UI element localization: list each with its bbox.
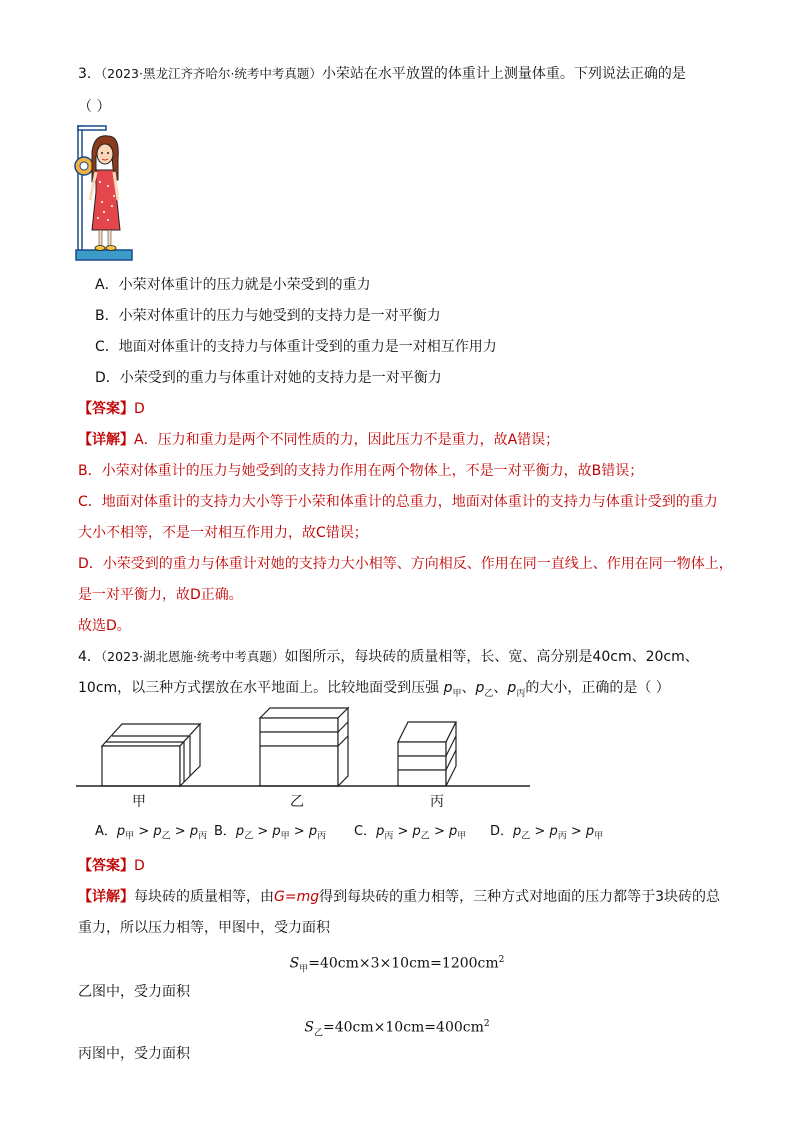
label-yi: 乙 [290, 794, 304, 810]
q3-answer-value: D [134, 401, 145, 417]
eq1-rhs: =40cm×3×10cm=1200cm [308, 955, 499, 972]
d-gt1: > [530, 824, 550, 839]
q3-answer-paren: （ ） [78, 99, 111, 115]
p-yi-sub: 乙 [484, 688, 494, 699]
label-jia: 甲 [132, 794, 146, 810]
b-p2: p [272, 824, 281, 839]
d-p2-sub: 丙 [557, 831, 567, 842]
q3-number: 3． [78, 66, 101, 82]
q4-stem-line2 [78, 678, 670, 704]
a-p3-sub: 丙 [198, 831, 208, 842]
q4-bing-area: 丙图中，受力面积 [78, 1046, 190, 1062]
opt-d-label: D． [490, 824, 514, 839]
q3-option-b: B．小荣对体重计的压力与她受到的支持力是一对平衡力 [95, 308, 441, 324]
p-bing: p [507, 680, 517, 696]
q4-detail1b: 得到每块砖的重力相等，三种方式对地面的压力都等于3块砖的总 [319, 889, 721, 905]
q3-detail-label: 【详解】 [78, 432, 134, 448]
eq1-sub: 甲 [299, 964, 309, 975]
b-p1-sub: 乙 [244, 831, 254, 842]
p-jia-sub: 甲 [452, 688, 462, 699]
b-p3-sub: 丙 [317, 831, 327, 842]
opt-a-label: A． [95, 824, 117, 839]
q4-stem1: 如图所示，每块砖的质量相等，长、宽、高分别是40cm、20cm、 [284, 649, 699, 665]
d-p2: p [549, 824, 558, 839]
eq2-rhs: =40cm×10cm=400cm [322, 1019, 484, 1036]
d-gt2: > [566, 824, 586, 839]
q4-detail1a: 每块砖的质量相等，由 [134, 889, 274, 905]
c-p2: p [412, 824, 421, 839]
q3-detail-b: B．小荣对体重计的压力与她受到的支持力作用在两个物体上，不是一对平衡力，故B错误； [78, 463, 644, 479]
eq2-sup: 2 [483, 1019, 490, 1029]
q3-answer-label: 【答案】 [78, 401, 134, 417]
q3-answer [78, 399, 145, 419]
d-p1-sub: 乙 [521, 831, 531, 842]
c-p1: p [376, 824, 385, 839]
b-p3: p [308, 824, 318, 839]
d-p3: p [585, 824, 595, 839]
p-jia: p [443, 680, 453, 696]
c-p1-sub: 丙 [384, 831, 394, 842]
a-p1: p [116, 824, 126, 839]
q4-detail-label: 【详解】 [78, 889, 134, 905]
q4-answer-value: D [134, 858, 145, 874]
q3-detail-d1: D．小荣受到的重力与体重计对她的支持力大小相等、方向相反、作用在同一直线上、作用在同一物体上， [78, 556, 733, 572]
q3-detail-c1: C．地面对体重计的支持力大小等于小荣和体重计的总重力，地面对体重计的支持力与体重计受到的重力 [78, 494, 718, 510]
d-p1: p [513, 824, 522, 839]
c-gt2: > [429, 824, 449, 839]
opt-b-label: B． [214, 824, 236, 839]
q4-number: 4． [78, 649, 101, 665]
q4-formula: G=mg [274, 889, 320, 905]
q4-answer-label: 【答案】 [78, 858, 134, 874]
q3-detail-a [78, 430, 559, 450]
q4-source: （2023·湖北恩施·统考中考真题） [100, 649, 285, 664]
a-p1-sub: 甲 [125, 831, 135, 842]
q3-detail-a-text: A．压力和重力是两个不同性质的力，因此压力不是重力，故A错误； [134, 432, 560, 448]
c-gt1: > [393, 824, 413, 839]
p-bing-sub: 丙 [516, 688, 526, 699]
a-p2: p [153, 824, 162, 839]
eq1-sup: 2 [498, 955, 505, 965]
b-p1: p [235, 824, 245, 839]
q3-stem: 小荣站在水平放置的体重计上测量体重。下列说法正确的是 [321, 66, 686, 82]
q4-detail-line2: 重力，所以压力相等，甲图中，受力面积 [78, 920, 330, 936]
q3-detail-c2: 大小不相等，不是一对相互作用力，故C错误； [78, 525, 368, 541]
q4-option-b [214, 820, 326, 842]
eq2-S: S [304, 1019, 314, 1036]
sep2: 、 [493, 680, 508, 696]
q4-yi-area: 乙图中，受力面积 [78, 984, 190, 1000]
q3-option-d: D．小荣受到的重力与体重计对她的支持力是一对平衡力 [95, 370, 442, 386]
q3-stem-line [78, 64, 686, 84]
q4-equation-yi [0, 1014, 794, 1043]
eq1-S: S [289, 955, 300, 972]
label-bing: 丙 [430, 794, 444, 810]
sep1: 、 [461, 680, 476, 696]
p-yi: p [475, 680, 485, 696]
q4-detail-line1 [78, 887, 720, 907]
c-p3-sub: 甲 [457, 831, 467, 842]
q4-stem-line1 [78, 647, 699, 667]
opt-c-label: C． [354, 824, 377, 839]
a-p2-sub: 乙 [161, 831, 171, 842]
a-p3: p [189, 824, 199, 839]
eq2-sub: 乙 [313, 1028, 323, 1039]
q4-option-c [354, 820, 466, 842]
q3-option-a: A．小荣对体重计的压力就是小荣受到的重力 [95, 277, 371, 293]
q3-conclusion: 故选D。 [78, 618, 131, 634]
q3-figure-scale [74, 122, 134, 264]
a-gt1: > [134, 824, 154, 839]
q4-stem2b: 的大小，正确的是（ ） [525, 680, 670, 696]
a-gt2: > [170, 824, 190, 839]
q3-detail-d2: 是一对平衡力，故D正确。 [78, 587, 243, 603]
q4-stem2a: 10cm，以三种方式摆放在水平地面上。比较地面受到压强 [78, 680, 440, 696]
q4-equation-jia [0, 950, 794, 979]
q3-option-c: C．地面对体重计的支持力与体重计受到的重力是一对相互作用力 [95, 339, 497, 355]
c-p3: p [448, 824, 458, 839]
q4-answer [78, 856, 145, 876]
q4-option-a [95, 820, 207, 842]
q3-source: （2023·黑龙江齐齐哈尔·统考中考真题） [100, 66, 322, 81]
c-p2-sub: 乙 [420, 831, 430, 842]
b-gt1: > [253, 824, 273, 839]
b-gt2: > [289, 824, 309, 839]
d-p3-sub: 甲 [594, 831, 604, 842]
q4-option-d [490, 820, 603, 842]
b-p2-sub: 甲 [280, 831, 290, 842]
